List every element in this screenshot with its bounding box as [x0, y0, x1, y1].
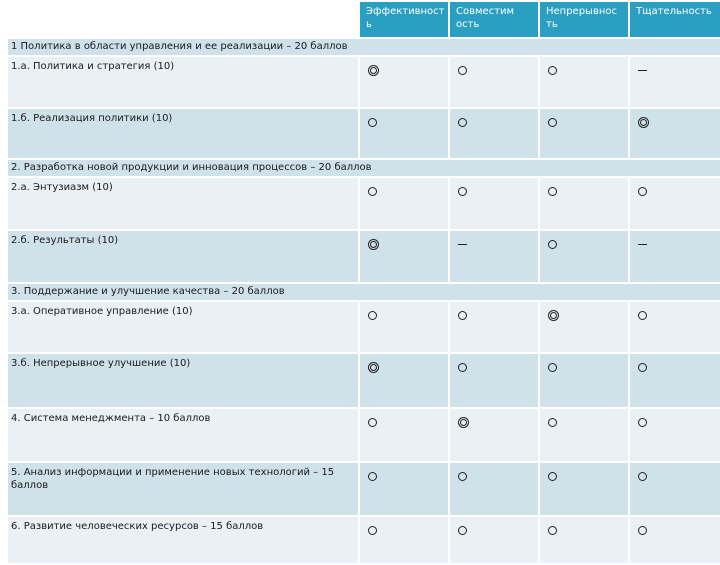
- circle-mark-icon: [638, 472, 647, 481]
- circle-mark-icon: [458, 118, 467, 127]
- mark-cell: [539, 56, 629, 108]
- header-blank-cell: [7, 1, 359, 38]
- mark-cell: [539, 230, 629, 283]
- header-thoroughness: Тщательность: [629, 1, 720, 38]
- mark-cell: [449, 462, 539, 516]
- double-circle-mark-icon: [458, 417, 469, 428]
- dash-mark-icon: [458, 244, 467, 245]
- double-circle-mark-icon: [368, 362, 379, 373]
- circle-mark-icon: [548, 526, 557, 535]
- mark-cell: [449, 177, 539, 230]
- mark-cell: [629, 108, 720, 159]
- circle-mark-icon: [368, 418, 377, 427]
- evaluation-table: [6, 0, 720, 565]
- mark-cell: [629, 462, 720, 516]
- criterion-row: [7, 462, 720, 516]
- mark-cell: [629, 301, 720, 353]
- mark-cell: [449, 516, 539, 564]
- table-body: [7, 38, 720, 564]
- mark-cell: [359, 108, 449, 159]
- header-continuity: Непрерывнос ть: [539, 1, 629, 38]
- circle-mark-icon: [368, 187, 377, 196]
- dash-mark-icon: [638, 244, 647, 245]
- mark-cell: [449, 56, 539, 108]
- criterion-label: 3.а. Оперативное управление (10): [7, 301, 359, 353]
- mark-cell: [629, 408, 720, 462]
- circle-mark-icon: [458, 363, 467, 372]
- circle-mark-icon: [638, 418, 647, 427]
- circle-mark-icon: [368, 118, 377, 127]
- circle-mark-icon: [548, 418, 557, 427]
- mark-cell: [359, 462, 449, 516]
- section-row: [7, 159, 720, 177]
- double-circle-mark-icon: [368, 65, 379, 76]
- criterion-row: [7, 353, 720, 408]
- criterion-row: [7, 516, 720, 564]
- criterion-label: 1.а. Политика и стратегия (10): [7, 56, 359, 108]
- criterion-row: [7, 177, 720, 230]
- mark-cell: [539, 108, 629, 159]
- criterion-label: 5. Анализ информации и применение новых технологий – 15 баллов: [7, 462, 359, 516]
- header-effectiveness: Эффективност ь: [359, 1, 449, 38]
- section-label: 2. Разработка новой продукции и инновация процессов – 20 баллов: [7, 159, 720, 177]
- circle-mark-icon: [458, 311, 467, 320]
- circle-mark-icon: [368, 472, 377, 481]
- criterion-label: 3.б. Непрерывное улучшение (10): [7, 353, 359, 408]
- circle-mark-icon: [458, 66, 467, 75]
- circle-mark-icon: [548, 472, 557, 481]
- dash-mark-icon: [638, 70, 647, 71]
- mark-cell: [539, 301, 629, 353]
- criterion-row: [7, 230, 720, 283]
- mark-cell: [539, 353, 629, 408]
- section-label: 3. Поддержание и улучшение качества – 20 баллов: [7, 283, 720, 301]
- circle-mark-icon: [548, 66, 557, 75]
- mark-cell: [449, 108, 539, 159]
- mark-cell: [359, 230, 449, 283]
- criterion-label: 6. Развитие человеческих ресурсов – 15 баллов: [7, 516, 359, 564]
- mark-cell: [359, 177, 449, 230]
- mark-cell: [359, 301, 449, 353]
- section-label: 1 Политика в области управления и ее реализации – 20 баллов: [7, 38, 720, 56]
- mark-cell: [359, 408, 449, 462]
- mark-cell: [449, 301, 539, 353]
- mark-cell: [539, 462, 629, 516]
- criterion-label: 1.б. Реализация политики (10): [7, 108, 359, 159]
- criterion-row: [7, 108, 720, 159]
- criterion-label: 4. Система менеджмента – 10 баллов: [7, 408, 359, 462]
- double-circle-mark-icon: [548, 310, 559, 321]
- mark-cell: [629, 353, 720, 408]
- mark-cell: [539, 177, 629, 230]
- criterion-row: [7, 408, 720, 462]
- mark-cell: [539, 408, 629, 462]
- circle-mark-icon: [458, 187, 467, 196]
- circle-mark-icon: [638, 187, 647, 196]
- mark-cell: [629, 516, 720, 564]
- double-circle-mark-icon: [638, 117, 649, 128]
- circle-mark-icon: [548, 240, 557, 249]
- mark-cell: [449, 230, 539, 283]
- section-row: [7, 283, 720, 301]
- circle-mark-icon: [548, 118, 557, 127]
- section-row: [7, 38, 720, 56]
- criterion-row: [7, 301, 720, 353]
- circle-mark-icon: [638, 311, 647, 320]
- circle-mark-icon: [638, 363, 647, 372]
- circle-mark-icon: [638, 526, 647, 535]
- double-circle-mark-icon: [368, 239, 379, 250]
- circle-mark-icon: [458, 526, 467, 535]
- circle-mark-icon: [548, 363, 557, 372]
- circle-mark-icon: [368, 526, 377, 535]
- mark-cell: [629, 230, 720, 283]
- header-row: [7, 1, 720, 38]
- circle-mark-icon: [458, 472, 467, 481]
- criterion-label: 2.б. Результаты (10): [7, 230, 359, 283]
- mark-cell: [449, 408, 539, 462]
- circle-mark-icon: [368, 311, 377, 320]
- mark-cell: [449, 353, 539, 408]
- circle-mark-icon: [548, 187, 557, 196]
- mark-cell: [359, 353, 449, 408]
- header-compatibility: Совместим ость: [449, 1, 539, 38]
- criterion-label: 2.а. Энтузиазм (10): [7, 177, 359, 230]
- mark-cell: [539, 516, 629, 564]
- mark-cell: [629, 56, 720, 108]
- mark-cell: [629, 177, 720, 230]
- mark-cell: [359, 516, 449, 564]
- criterion-row: [7, 56, 720, 108]
- mark-cell: [359, 56, 449, 108]
